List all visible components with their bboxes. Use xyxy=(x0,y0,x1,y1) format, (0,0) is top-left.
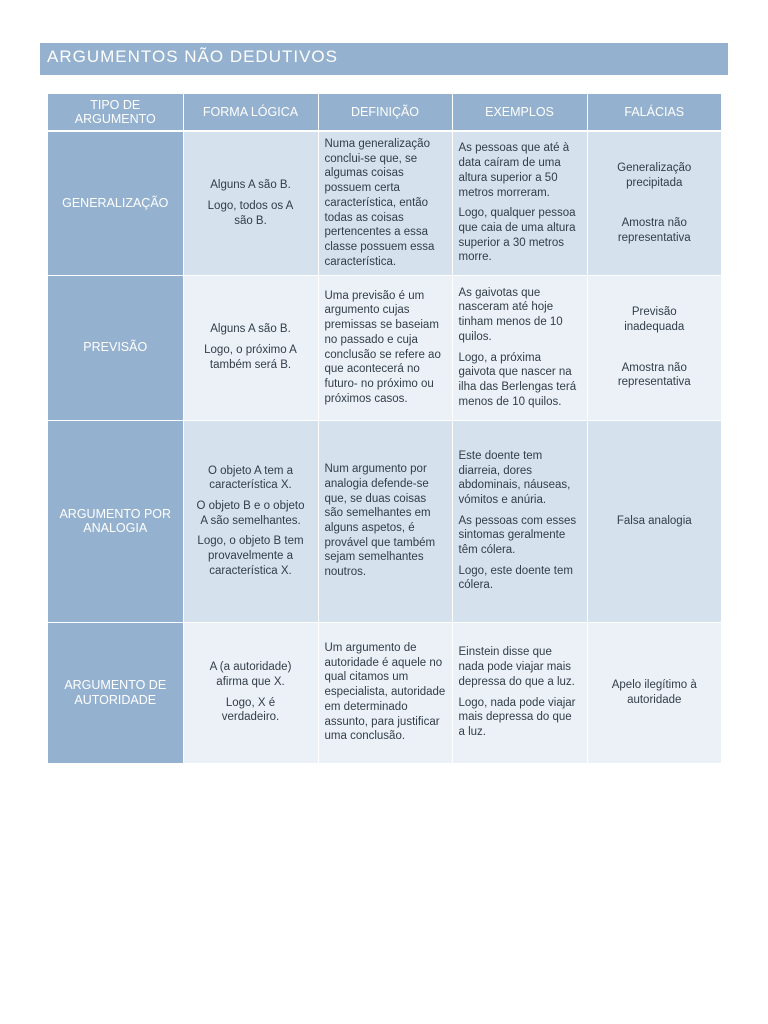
logical-form xyxy=(183,275,318,420)
logical-form-line: O objeto B e o objeto A são semelhantes. xyxy=(196,499,305,527)
definition: Numa generalização conclui-se que, se algumas coisas possuem certa característica, então todas as coisas pertencentes a essa classe possuem essa característica. xyxy=(318,131,452,275)
column-header-type: TIPO DE ARGUMENTO xyxy=(48,94,183,131)
fallacy-item: Previsão inadequada xyxy=(624,306,685,333)
argument-type: ARGUMENTO POR ANALOGIA xyxy=(48,420,183,622)
definition: Num argumento por analogia defende-se que, se duas coisas são semelhantes em alguns aspetos, é provável que também sejam semelhantes noutros. xyxy=(318,420,452,622)
arguments-table xyxy=(48,94,721,764)
fallacy-item: Amostra não representativa xyxy=(617,361,691,389)
example-line: As gaivotas que nasceram até hoje tinham menos de 10 quilos. xyxy=(458,286,563,343)
logical-form-line: Logo, X é verdadeiro. xyxy=(221,696,280,724)
logical-form xyxy=(183,420,318,622)
logical-form xyxy=(183,131,318,275)
logical-form-line: Logo, o próximo A também será B. xyxy=(204,344,297,371)
fallacies xyxy=(587,420,721,622)
logical-form-line: O objeto A tem a característica X. xyxy=(207,464,294,492)
fallacy-item: Amostra não representativa xyxy=(617,217,691,244)
page-title: ARGUMENTOS NÃO DEDUTIVOS xyxy=(40,43,728,75)
example-line: Logo, este doente tem cólera. xyxy=(458,564,573,592)
example-line: As pessoas com esses sintomas geralmente têm cólera. xyxy=(458,514,577,557)
example-line: Logo, nada pode viajar mais depressa do que a luz. xyxy=(458,696,576,738)
argument-type: ARGUMENTO DE AUTORIDADE xyxy=(48,622,183,763)
example-line: Logo, a próxima gaivota que nascer na ilha das Berlengas terá menos de 10 quilos. xyxy=(458,351,577,408)
examples xyxy=(452,622,587,763)
table-row xyxy=(48,420,721,622)
examples xyxy=(452,275,587,420)
logical-form-line: Alguns A são B. xyxy=(210,179,291,192)
fallacy-item: Apelo ilegítimo à autoridade xyxy=(611,678,697,706)
column-header-examples: EXEMPLOS xyxy=(452,94,587,131)
table-header-row xyxy=(48,94,721,131)
logical-form-line: Logo, todos os A são B. xyxy=(207,199,294,227)
fallacies xyxy=(587,131,721,275)
table-row xyxy=(48,275,721,420)
column-header-form: FORMA LÓGICA xyxy=(183,94,318,131)
logical-form-line: Alguns A são B. xyxy=(210,323,291,336)
example-line: Logo, qualquer pessoa que caia de uma altura superior a 30 metros morre. xyxy=(458,207,576,264)
definition: Um argumento de autoridade é aquele no qual citamos um especialista, autoridade em determinado assunto, para justificar uma conclusão. xyxy=(318,622,452,763)
logical-form-line: Logo, o objeto B tem provavelmente a característica X. xyxy=(197,535,304,577)
column-header-definition: DEFINIÇÃO xyxy=(318,94,452,131)
argument-type: GENERALIZAÇÃO xyxy=(48,131,183,275)
examples xyxy=(452,420,587,622)
logical-form xyxy=(183,622,318,763)
fallacy-item: Falsa analogia xyxy=(616,514,692,527)
example-line: As pessoas que até à data caíram de uma altura superior a 50 metros morreram. xyxy=(458,142,570,199)
column-header-fallacies: FALÁCIAS xyxy=(587,94,721,131)
argument-type: PREVISÃO xyxy=(48,275,183,420)
examples xyxy=(452,131,587,275)
fallacies xyxy=(587,275,721,420)
fallacy-item: Generalização precipitada xyxy=(617,161,692,189)
example-line: Este doente tem diarreia, dores abdominais, náuseas, vómitos e anúria. xyxy=(458,449,571,506)
fallacies xyxy=(587,622,721,763)
table-row xyxy=(48,622,721,763)
table-row xyxy=(48,131,721,275)
logical-form-line: A (a autoridade) afirma que X. xyxy=(209,661,292,688)
example-line: Einstein disse que nada pode viajar mais depressa do que a luz. xyxy=(458,646,575,688)
definition: Uma previsão é um argumento cujas premissas se baseiam no passado e cuja conclusão se refere ao que acontecerá no futuro- no próximo ou próximos casos. xyxy=(318,275,452,420)
